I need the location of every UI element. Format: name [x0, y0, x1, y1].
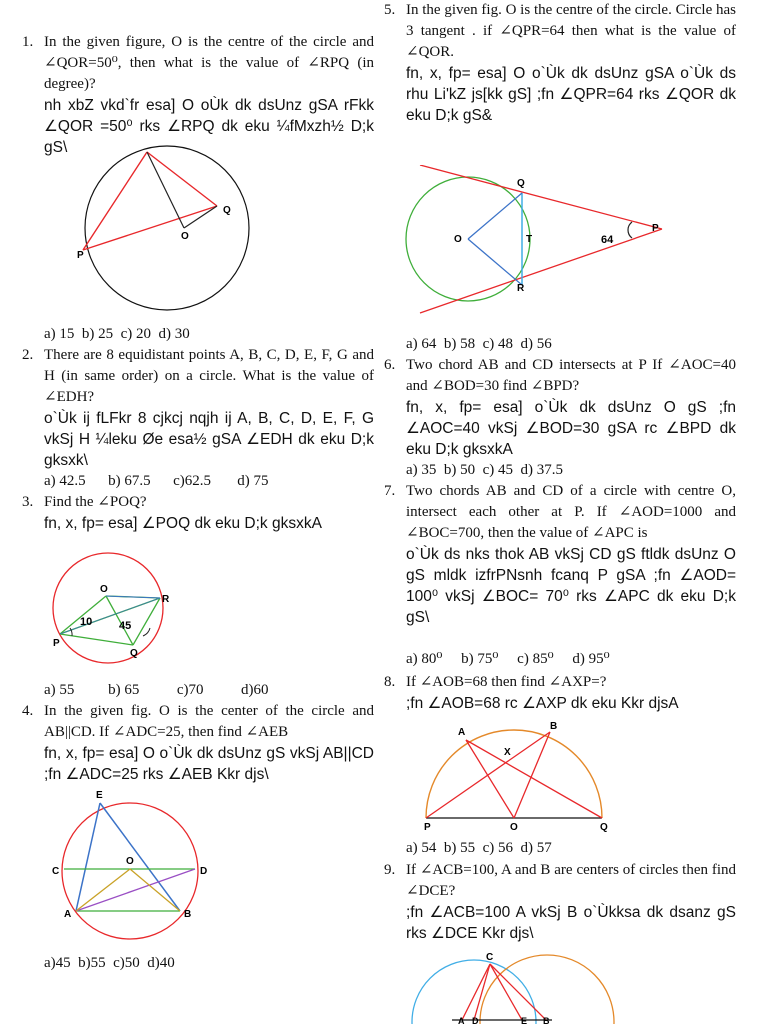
question-text-hi: fn, x, fp= esa] O o`Ùk dk dsUnz gS vkSj AB||CD ;fn ∠ADC=25 rks ∠AEB Kkr djs\ — [44, 745, 374, 783]
question-number: 1. — [22, 34, 34, 50]
label-e: E — [96, 790, 103, 801]
label-q: Q — [223, 205, 231, 216]
options-q5: a) 64 b) 58 c) 48 d) 56 — [406, 336, 552, 352]
label-o: O — [454, 234, 462, 245]
angle-64: 64 — [601, 234, 614, 246]
angle-10: 10 — [80, 616, 93, 628]
label-q: Q — [517, 178, 525, 189]
question-number: 4. — [22, 703, 34, 719]
label-b: B — [550, 721, 558, 732]
figure-3-circle — [50, 548, 200, 678]
question-text-en: If ∠AOB=68 then find ∠AXP=? — [406, 674, 607, 690]
label-a: A — [458, 1016, 465, 1024]
label-o: O — [100, 584, 108, 595]
question-number: 8. — [384, 674, 396, 690]
question-number: 3. — [22, 494, 34, 510]
label-t: T — [526, 234, 533, 245]
question-number: 2. — [22, 347, 34, 363]
question-6 — [384, 355, 736, 460]
label-r: R — [162, 594, 170, 605]
question-text-hi: o`Ùk ij fLFkr 8 cjkcj nqjh ij A, B, C, D, E, F, G vkSj H ¼leku Øe esa½ gSA ∠EDH dk eku D;k gksxk\ — [44, 410, 374, 469]
label-e: E — [521, 1016, 528, 1024]
options-q7: a) 80⁰ b) 75⁰ c) 85⁰ d) 95⁰ — [406, 651, 610, 667]
question-text-en: Two chord AB and CD intersects at P If ∠AOC=40 and ∠BOD=30 find ∠BPD? — [406, 357, 736, 394]
label-d: D — [200, 866, 208, 877]
question-number: 9. — [384, 862, 396, 878]
figure-8-semicircle — [420, 718, 620, 838]
label-b: B — [184, 909, 192, 920]
options-q3: a) 55 b) 65 c)70 d)60 — [44, 682, 269, 698]
figure-1-circle — [77, 140, 257, 325]
question-text-en: In the given figure, O is the centre of the circle and ∠QOR=50⁰, then what is the value of ∠RPQ (in degree)? — [44, 34, 374, 92]
question-text-hi: fn, x, fp= esa] ∠POQ dk eku D;k gksxkA — [44, 515, 322, 532]
question-5 — [384, 0, 736, 126]
options-q6: a) 35 b) 50 c) 45 d) 37.5 — [406, 462, 564, 478]
label-c: C — [486, 952, 494, 963]
options-q4: a)45 b)55 c)50 d)40 — [44, 955, 175, 971]
label-o: O — [181, 231, 189, 242]
options-q8: a) 54 b) 55 c) 56 d) 57 — [406, 840, 552, 856]
question-7 — [384, 481, 736, 628]
question-text-hi: fn, x, fp= esa] O o`Ùk dk dsUnz gSA o`Ùk ds rhu Li'kZ js[kk gS] ;fn ∠QPR=64 rks ∠QOR dk eku D;k gS& — [406, 65, 736, 124]
label-r: R — [517, 283, 525, 294]
label-d: D — [472, 1016, 479, 1024]
figure-5-circle — [400, 165, 670, 315]
label-a: A — [64, 909, 72, 920]
question-text-en: Find the ∠POQ? — [44, 494, 147, 510]
label-p: P — [77, 250, 84, 261]
question-9 — [384, 860, 736, 944]
question-text-en: In the given fig. O is the center of the circle and AB||CD. If ∠ADC=25, then find ∠AEB — [44, 703, 374, 740]
question-2 — [22, 345, 374, 471]
question-text-en: In the given fig. O is the centre of the circle. Circle has 3 tangent . if ∠QPR=64 then what is the value of ∠QOR. — [406, 2, 736, 60]
label-b: B — [543, 1016, 550, 1024]
question-8 — [384, 672, 736, 714]
label-a: A — [458, 727, 466, 738]
options-q2: a) 42.5 b) 67.5 c)62.5 d) 75 — [44, 473, 269, 489]
label-c: C — [52, 866, 60, 877]
question-text-hi: nh xbZ vkd`fr esa] O oÙk dk dsUnz gSA rFkk ∠QOR =50⁰ rks ∠RPQ dk eku ¼fMxzh½ D;k gS\ — [44, 97, 374, 156]
label-q: Q — [130, 648, 138, 659]
question-text-hi: ;fn ∠ACB=100 A vkSj B o`Ùkksa dk dsanz gS rks ∠DCE Kkr djs\ — [406, 904, 736, 942]
question-number: 7. — [384, 483, 396, 499]
label-p: P — [53, 638, 60, 649]
question-text-hi: fn, x, fp= esa] o`Ùk dk dsUnz O gS ;fn ∠AOC=40 vkSj ∠BOD=30 gSA rc ∠BPD dk eku D;k gksxkA — [406, 399, 736, 458]
question-3 — [22, 492, 374, 534]
options-q1: a) 15 b) 25 c) 20 d) 30 — [44, 326, 190, 342]
figure-9-circles — [402, 950, 642, 1024]
question-text-en: Two chords AB and CD of a circle with centre O, intersect each other at P. If ∠AOD=1000 and ∠BOC=700, then the value of ∠APC is — [406, 483, 736, 541]
question-text-en: If ∠ACB=100, A and B are centers of circles then find ∠DCE? — [406, 862, 736, 899]
question-number: 6. — [384, 357, 396, 373]
question-text-hi: o`Ùk ds nks thok AB vkSj CD gS ftldk dsUnz O gS mldk izfrPNsnh fcanq P gSA ;fn ∠AOD= 100⁰ vkSj ∠BOC= 70⁰ rks ∠APC dk eku D;k gS\ — [406, 546, 736, 626]
label-o: O — [510, 822, 518, 833]
figure-4-circle — [50, 785, 240, 945]
label-x: X — [504, 747, 511, 758]
question-text-hi: ;fn ∠AOB=68 rc ∠AXP dk eku Kkr djsA — [406, 695, 679, 712]
angle-45: 45 — [119, 620, 132, 632]
question-text-en: There are 8 equidistant points A, B, C, D, E, F, G and H (in same order) on a circle. What is the value of ∠EDH? — [44, 347, 374, 405]
label-p: P — [652, 223, 659, 234]
label-o: O — [126, 856, 134, 867]
label-q: Q — [600, 822, 608, 833]
question-4 — [22, 701, 374, 785]
question-number: 5. — [384, 2, 396, 18]
label-p: P — [424, 822, 431, 833]
